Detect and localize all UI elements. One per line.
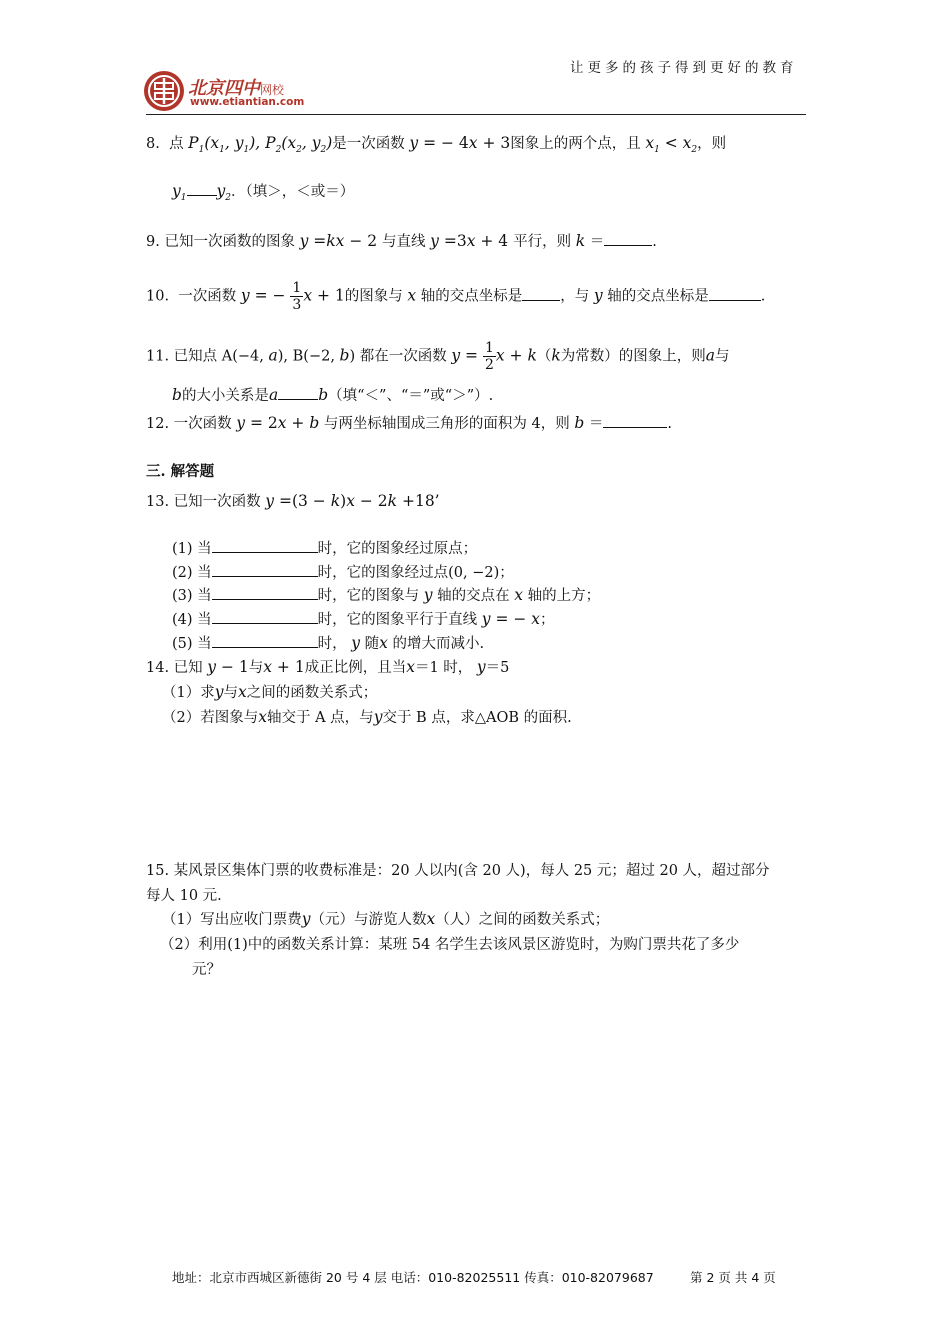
school-logo [143,70,185,116]
q10-y-intercept-blank[interactable] [709,286,761,301]
q13-item1-blank[interactable] [212,538,318,553]
q14-sub-2: （2）若图象与x轴交于 A 点，与y交于 B 点，求△AOB 的面积. [162,708,572,726]
question-10: 10. 一次函数 y = − $\frac{1}{3}$ x + 1的图象与 x 轴的交点坐标是 ，与 y 轴的交点坐标是 . [146,280,766,313]
question-14-intro: 14. 已知 y − 1与x + 1成正比例，且当x＝1 时， y＝5 [146,658,510,676]
q13-item-1: (1) 当 时，它的图象经过原点； [172,537,477,558]
logo-text: 北京四中 [188,78,260,99]
logo-sub: 网校 [260,83,285,97]
q13-item-3: (3) 当 时，它的图象与 y 轴的交点在 x 轴的上方； [172,586,601,604]
q13-item5-blank[interactable] [212,633,318,648]
logo-url: www.etiantian.com [190,96,305,108]
question-11-line2: b的大小关系是a b（填“＜”、“＝”或“＞”）. [172,386,494,404]
q13-item-5: (5) 当 时， y 随x 的增大而减小. [172,634,485,652]
header-rule [146,114,806,115]
q15-sub-1: （1）写出应收门票费y（元）与游览人数x（人）之间的函数关系式； [162,910,610,928]
question-13-intro: 13. 已知一次函数 y =(3 − k)x − 2k +18’ [146,492,440,510]
q11-answer-blank[interactable] [278,385,318,400]
q14-sub-1: （1）求y与x之间的函数关系式； [162,683,378,701]
q13-item3-blank[interactable] [212,585,318,600]
question-15-line1: 15. 某风景区集体门票的收费标准是：20 人以内(含 20 人)，每人 25 元；超过 20 人，超过部分 [146,863,770,879]
footer-address: 地址：北京市西城区新德街 20 号 4 层 电话：010-82025511 传真：010-82079687 [172,1270,654,1285]
q8-answer-blank[interactable] [187,181,217,196]
section-3-title: 三. 解答题 [146,463,215,480]
question-15-line2: 每人 10 元. [146,888,222,904]
q15-sub-2: （2）利用(1)中的函数关系计算：某班 54 名学生去该风景区游览时，为购门票共花了多少 [160,937,740,953]
q13-item2-blank[interactable] [212,562,318,577]
q13-item4-blank[interactable] [212,609,318,624]
q12-answer-blank[interactable] [603,413,667,428]
q8-function: y [409,134,419,152]
question-8-line2: $y_1$ $y_2$．（填＞，＜或＝） [172,182,355,204]
q15-sub-2-cont: 元？ [192,962,221,978]
q9-answer-blank[interactable] [604,231,652,246]
footer-page-number: 第 2 页 共 4 页 [690,1270,776,1285]
header-slogan: 让更多的孩子得到更好的教育 [570,60,798,76]
q8-points: $P_1(x_1$, $y_1$), $P_2(x_2$, $y_2$) [188,134,333,156]
question-12: 12. 一次函数 y = 2x + b 与两坐标轴围成三角形的面积为 4，则 b ＝ . [146,414,672,432]
q13-item-2: (2) 当 时，它的图象经过点(0, −2)； [172,561,514,582]
q13-item-4: (4) 当 时，它的图象平行于直线 y = − x； [172,610,555,628]
question-8-line1: 8. 点 $P_1(x_1$, $y_1$), $P_2(x_2$, $y_2$)是一次函数 y = − 4x + 3图象上的两个点，且 $x_1 < x_2$，则 [146,134,727,156]
logo-emblem-icon [143,70,185,112]
question-11-line1: 11. 已知点 A(−4, a), B(−2, b) 都在一次函数 y = $\frac{1}{2}$ x + k（k为常数）的图象上，则a与 [146,340,730,373]
question-9: 9. 已知一次函数的图象 y =kx − 2 与直线 y =3x + 4 平行，则 k ＝ . [146,232,657,250]
q10-x-intercept-blank[interactable] [522,286,560,301]
q8-condition: $x_1$ [645,134,660,156]
